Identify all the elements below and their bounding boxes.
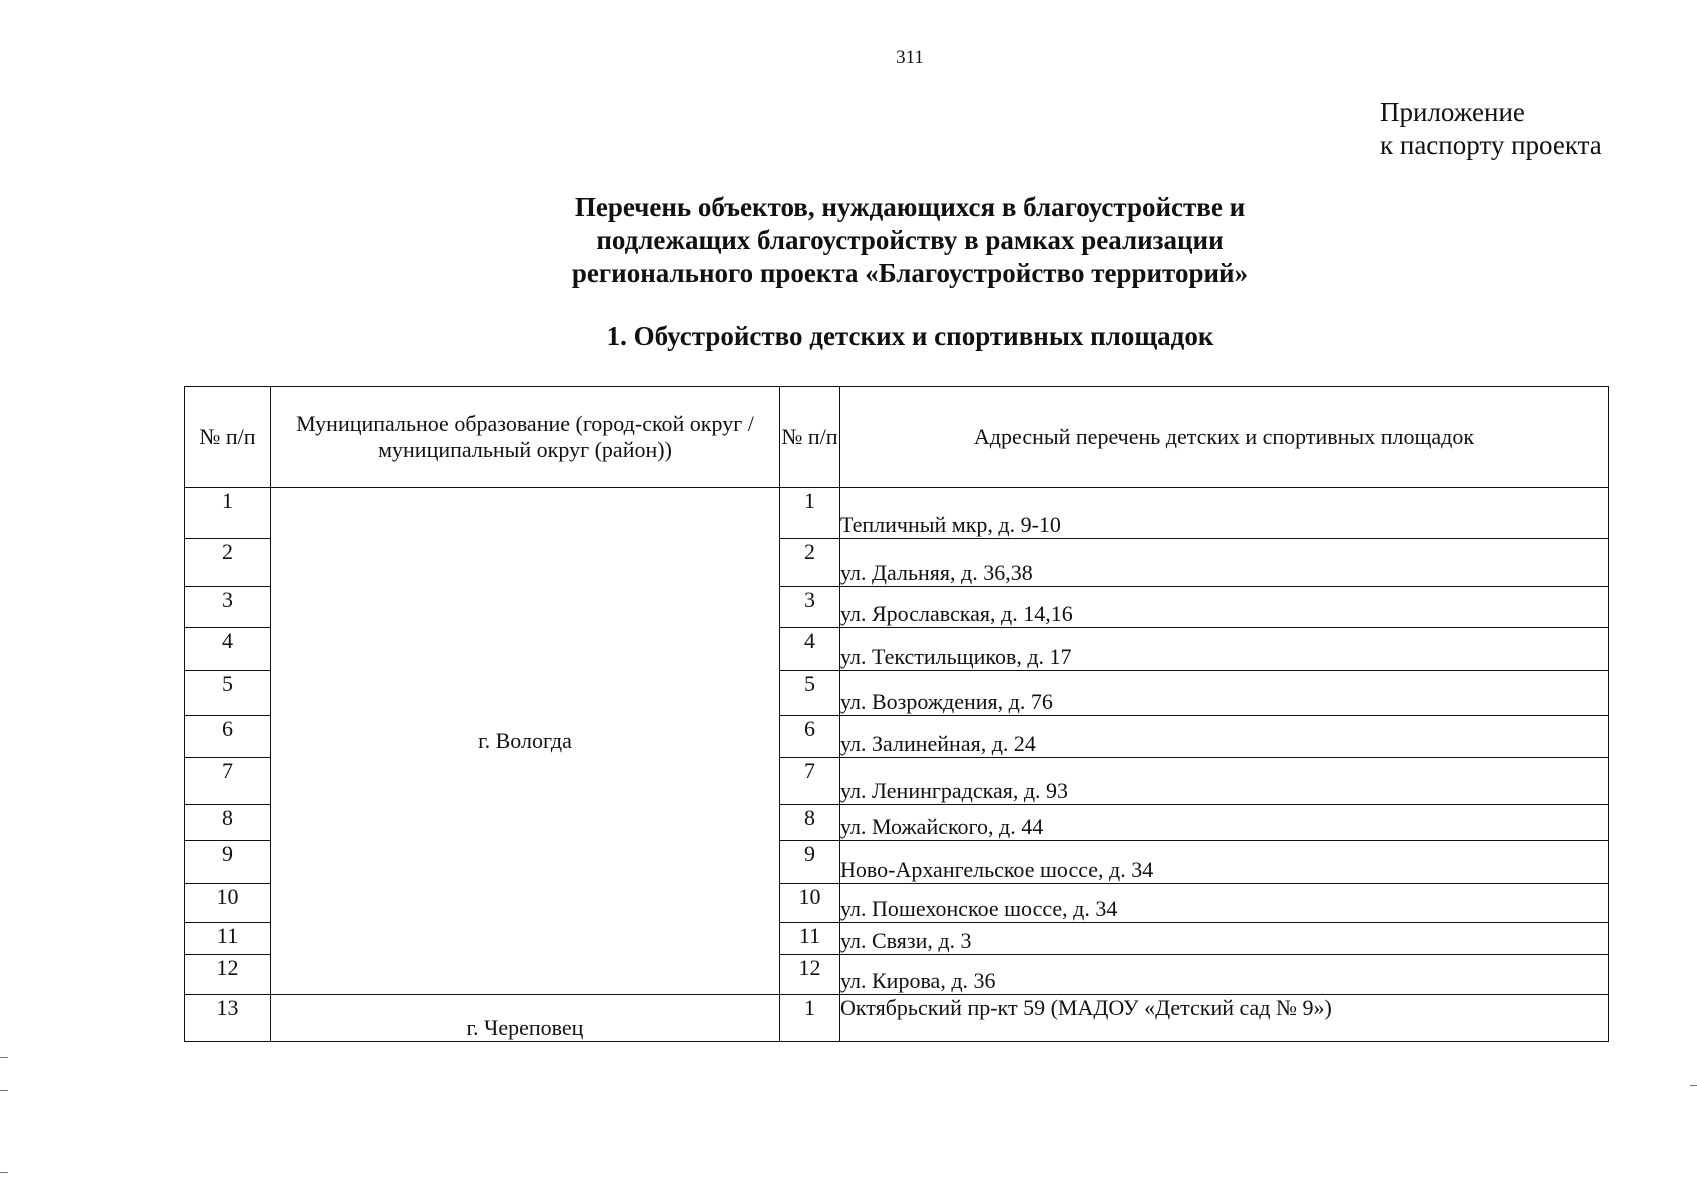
- row-local-num: 11: [780, 923, 840, 955]
- row-local-num: 10: [780, 884, 840, 923]
- row-num: 3: [185, 587, 271, 628]
- row-address: ул. Кирова, д. 36: [840, 955, 1609, 995]
- appendix-line-2: к паспорту проекта: [1380, 130, 1602, 160]
- row-address: ул. Можайского, д. 44: [840, 805, 1609, 841]
- row-num: 12: [185, 955, 271, 995]
- municipality-cell: г. Вологда: [271, 488, 780, 995]
- header-num: № п/п: [185, 387, 271, 488]
- page-number: 311: [896, 47, 924, 68]
- row-address: ул. Возрождения, д. 76: [840, 671, 1609, 716]
- row-address: ул. Ленинградская, д. 93: [840, 758, 1609, 805]
- row-local-num: 9: [780, 841, 840, 884]
- row-local-num: 2: [780, 539, 840, 587]
- row-num: 7: [185, 758, 271, 805]
- row-local-num: 6: [780, 716, 840, 758]
- row-local-num: 8: [780, 805, 840, 841]
- table-row: [185, 488, 1609, 539]
- row-address: Тепличный мкр, д. 9-10: [840, 488, 1609, 539]
- row-address: ул. Пошехонское шоссе, д. 34: [840, 884, 1609, 923]
- row-num: 10: [185, 884, 271, 923]
- appendix-line-1: Приложение: [1380, 97, 1525, 127]
- row-address: ул. Ярославская, д. 14,16: [840, 587, 1609, 628]
- header-addresses: Адресный перечень детских и спортивных площадок: [840, 387, 1609, 488]
- row-num: 11: [185, 923, 271, 955]
- row-num: 5: [185, 671, 271, 716]
- municipality-cell: г. Череповец: [271, 995, 780, 1042]
- row-address: ул. Текстильщиков, д. 17: [840, 628, 1609, 671]
- header-municipality: Муниципальное образование (город-ской округ / муниципальный округ (район)): [271, 387, 780, 488]
- objects-table: [184, 386, 1609, 1042]
- appendix-note: [1380, 96, 1602, 162]
- scan-margin-mark: [1690, 1085, 1697, 1086]
- scan-margin-mark: [0, 1057, 8, 1058]
- title-line-2: подлежащих благоустройству в рамках реализации: [596, 225, 1224, 255]
- scan-margin-mark: [0, 1090, 8, 1091]
- row-local-num: 4: [780, 628, 840, 671]
- document-title: [0, 191, 1697, 290]
- row-local-num: 1: [780, 488, 840, 539]
- row-local-num: 5: [780, 671, 840, 716]
- table-row: [185, 995, 1609, 1042]
- scan-margin-mark: [0, 1172, 8, 1173]
- row-local-num: 12: [780, 955, 840, 995]
- row-local-num: 7: [780, 758, 840, 805]
- row-num: 6: [185, 716, 271, 758]
- section-heading: 1. Обустройство детских и спортивных площадок: [606, 321, 1214, 351]
- title-line-3: регионального проекта «Благоустройство территорий»: [571, 258, 1249, 288]
- row-num: 9: [185, 841, 271, 884]
- title-line-1: Перечень объектов, нуждающихся в благоустройстве и: [574, 192, 1246, 222]
- row-address: ул. Связи, д. 3: [840, 923, 1609, 955]
- header-local-num: № п/п: [780, 387, 840, 488]
- row-num: 4: [185, 628, 271, 671]
- row-local-num: 3: [780, 587, 840, 628]
- table-header-row: [185, 387, 1609, 488]
- row-address: Ново-Архангельское шоссе, д. 34: [840, 841, 1609, 884]
- row-address: ул. Дальняя, д. 36,38: [840, 539, 1609, 587]
- row-num: 1: [185, 488, 271, 539]
- row-address: ул. Залинейная, д. 24: [840, 716, 1609, 758]
- row-local-num: 1: [780, 995, 840, 1042]
- row-address: Октябрьский пр-кт 59 (МАДОУ «Детский сад № 9»): [840, 995, 1609, 1042]
- row-num: 2: [185, 539, 271, 587]
- row-num: 13: [185, 995, 271, 1042]
- row-num: 8: [185, 805, 271, 841]
